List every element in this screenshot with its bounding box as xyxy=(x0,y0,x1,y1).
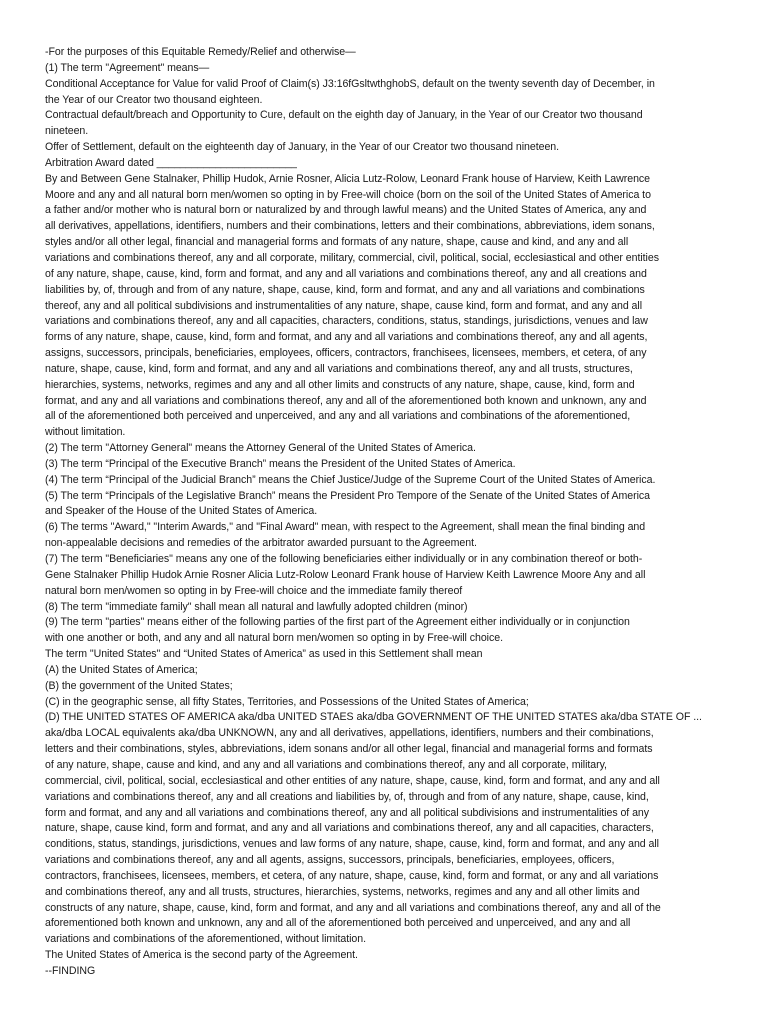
document-text-line: -For the purposes of this Equitable Remedy/Relief and otherwise— xyxy=(45,46,356,58)
document-text-line: assigns, successors, principals, beneficiaries, employees, officers, contractors, franchisees, licensees, members, et cetera, of any xyxy=(45,347,647,360)
document-text-line: (6) The terms "Award," "Interim Awards," and "Final Award" mean, with respect to the Agreement, shall mean the final binding and xyxy=(45,521,646,534)
document-text-line: commercial, civil, political, social, ecclesiastical and other entities of any nature, shape, cause, kind, form and format, and any and all xyxy=(45,774,660,787)
document-text-line: letters and their combinations, styles, abbreviations, idem sonans and/or all other legal, financial and managerial forms and formats xyxy=(45,743,653,756)
document-text-line: contractors, franchisees, licensees, members, et cetera, of any nature, shape, cause, kind, form and format, or any and all variations xyxy=(45,869,659,882)
document-text-line: non-appealable decisions and remedies of the arbitrator awarded pursuant to the Agreement. xyxy=(45,537,477,550)
document-text-line: (3) The term “Principal of the Executive Branch” means the President of the United States of America. xyxy=(45,457,516,470)
document-text-line: (A) the United States of America; xyxy=(45,663,198,676)
document-text-line: Contractual default/breach and Opportunity to Cure, default on the eighth day of January, in the Year of our Creator two thousand xyxy=(45,109,643,122)
document-text-line: without limitation. xyxy=(45,426,126,439)
document-text-line: Moore and any and all natural born men/women so opting in by Free-will choice (born on the soil of the United States of America to xyxy=(45,188,651,201)
document-text-line: and combinations thereof, any and all trusts, structures, hierarchies, systems, networks, regimes and any and all other limits and xyxy=(45,885,640,898)
document-text-line: (B) the government of the United States; xyxy=(45,679,233,692)
document-text-line: all derivatives, appellations, identifiers, numbers and their combinations, letters and their combinations, abbreviations, idem sonans, xyxy=(45,220,655,233)
document-text-line: constructs of any nature, shape, cause, kind, form and format, and any and all variations and combinations thereof, any and all of the xyxy=(45,901,661,914)
document-text-line: Arbitration Award dated ________________________ xyxy=(45,156,297,169)
document-text-line: hierarchies, systems, networks, regimes and any and all other limits and constructs of any nature, shape, cause, kind, form and xyxy=(45,378,635,391)
document-text-line: (D) THE UNITED STATES OF AMERICA aka/dba UNITED STAES aka/dba GOVERNMENT OF THE UNITED STATES aka/dba STATE OF ... xyxy=(45,711,702,724)
document-text-line: --FINDING xyxy=(45,964,96,977)
document-text-line: form and format, and any and all variations and combinations thereof, any and all political subdivisions and instrumentalities of any xyxy=(45,806,650,819)
document-text-line: and Speaker of the House of the United States of America. xyxy=(45,505,318,518)
document-text-line: of any nature, shape, cause, kind, form and format, and any and all variations and combinations thereof, any and all creations and xyxy=(45,267,647,280)
document-text-line: variations and combinations thereof, any and all corporate, military, commercial, civil, political, social, ecclesiastical and other entities xyxy=(45,251,659,264)
document-text-line: The term "United States" and “United States of America” as used in this Settlement shall mean xyxy=(45,648,483,661)
document-text-line: (8) The term "immediate family" shall mean all natural and lawfully adopted children (minor) xyxy=(45,600,468,613)
document-text-line: Conditional Acceptance for Value for valid Proof of Claim(s) J3:16fGsltwthghobS, default on the twenty seventh day of December, in xyxy=(45,77,655,90)
document-text-line: variations and combinations thereof, any and all creations and liabilities by, of, through and from of any nature, shape, cause, kind, xyxy=(45,790,649,803)
document-text-line: variations and combinations of the aforementioned, without limitation. xyxy=(45,933,366,946)
document-text-line: natural born men/women so opting in by Free-will choice and the immediate family thereof xyxy=(45,584,463,597)
document-text-line: By and Between Gene Stalnaker, Phillip Hudok, Arnie Rosner, Alicia Lutz-Rolow, Leonard Frank house of Harview, Keith Lawrence xyxy=(45,172,651,185)
document-text-line: all of the aforementioned both perceived and unperceived, and any and all variations and combinations of the aforementioned, xyxy=(45,410,631,423)
document-text-line: aka/dba LOCAL equivalents aka/dba UNKNOWN, any and all derivatives, appellations, identifiers, numbers and their combinations, xyxy=(45,727,654,740)
document-text-line: conditions, status, standings, jurisdictions, venues and law forms of any nature, shape, cause, kind, form and format, and any and all xyxy=(45,838,659,851)
document-text-line: (1) The term "Agreement" means— xyxy=(45,61,210,74)
document-text-line: styles and/or all other legal, financial and managerial forms and formats of any nature, shape, cause and kind, and any and all xyxy=(45,236,629,249)
document-text-line: thereof, any and all political subdivisions and instrumentalities of any nature, shape, cause kind, form and format, and any and all xyxy=(45,299,643,312)
document-text-line: Offer of Settlement, default on the eighteenth day of January, in the Year of our Creator two thousand nineteen. xyxy=(45,141,560,154)
document-text-line: (2) The term "Attorney General" means the Attorney General of the United States of America. xyxy=(45,442,476,455)
document-text-line: of any nature, shape, cause and kind, and any and all variations and combinations thereof, any and all corporate, military, xyxy=(45,758,607,771)
document-text-line: the Year of our Creator two thousand eighteen. xyxy=(45,93,263,106)
document-text-line: a father and/or mother who is natural born or naturalized by and through lawful means) and the United States of America, any and xyxy=(45,204,647,217)
document-text-line: nineteen. xyxy=(45,125,89,138)
document-text-line: (9) The term "parties" means either of the following parties of the first part of the Agreement either individually or in conjunction xyxy=(45,616,630,629)
document-text-line: nature, shape, cause, kind, form and format, and any and all variations and combinations thereof, any and all trusts, structures, xyxy=(45,362,633,375)
document-text-line: aforementioned both known and unknown, any and all of the aforementioned both perceived and unperceived, and any and all xyxy=(45,917,631,930)
document-text-line: with one another or both, and any and all natural born men/women so opting in by Free-will choice. xyxy=(45,632,503,645)
document-text-line: forms of any nature, shape, cause, kind, form and format, and any and all variations and combinations thereof, any and all agents, xyxy=(45,331,648,344)
document-text-line: (5) The term “Principals of the Legislative Branch” means the President Pro Tempore of the Senate of the United States of America xyxy=(45,489,650,502)
document-text-line: (4) The term “Principal of the Judicial Branch” means the Chief Justice/Judge of the Supreme Court of the United States of America. xyxy=(45,473,656,486)
document-text-line: (7) The term "Beneficiaries" means any one of the following beneficiaries either individually or in any combination thereof or both- xyxy=(45,553,643,565)
document-text-line: nature, shape, cause kind, form and format, and any and all variations and combinations thereof, any and all capacities, characters, xyxy=(45,822,654,835)
document-text-line: The United States of America is the second party of the Agreement. xyxy=(45,949,358,962)
document-text-line: (C) in the geographic sense, all fifty States, Territories, and Possessions of the United States of America; xyxy=(45,695,529,708)
document-text-line: format, and any and all variations and combinations thereof, any and all of the aforementioned both known and unknown, any and xyxy=(45,394,647,407)
document-text-line: variations and combinations thereof, any and all capacities, characters, conditions, status, standings, jurisdictions, venues and law xyxy=(45,315,648,328)
document-text-line: variations and combinations thereof, any and all agents, assigns, successors, principals, beneficiaries, employees, officers, xyxy=(45,854,615,867)
document-text-line: liabilities by, of, through and from of any nature, shape, cause, kind, form and format, and any and all variations and combinations xyxy=(45,283,645,296)
document-body xyxy=(45,45,725,980)
document-text-line: Gene Stalnaker Phillip Hudok Arnie Rosner Alicia Lutz-Rolow Leonard Frank house of Harview Keith Lawrence Moore Any and all xyxy=(45,568,646,581)
